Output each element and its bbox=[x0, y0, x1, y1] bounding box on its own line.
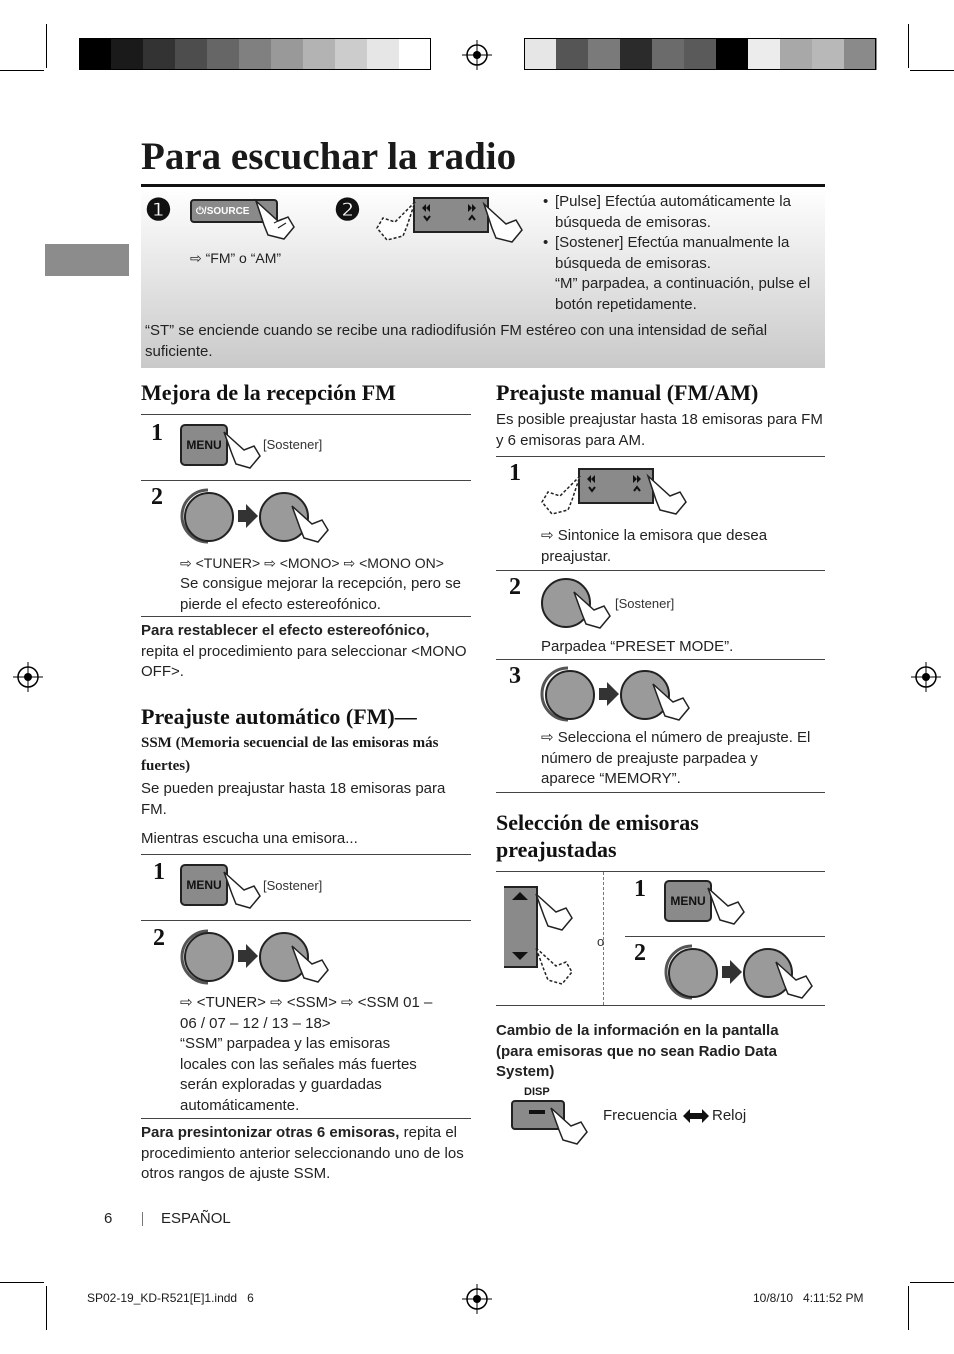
pressing-hand-icon bbox=[286, 940, 330, 986]
up-down-arrows-icon bbox=[508, 890, 532, 962]
side-tab bbox=[45, 244, 129, 276]
section-heading-auto-preset: Preajuste automático (FM)— bbox=[141, 704, 417, 729]
other-presets-note bbox=[141, 1123, 471, 1185]
crop-mark bbox=[908, 24, 909, 68]
divider bbox=[141, 854, 471, 855]
step-number: 1 bbox=[509, 460, 521, 486]
divider bbox=[496, 792, 825, 793]
pressing-hand-icon bbox=[476, 198, 524, 246]
or-label: o bbox=[597, 934, 605, 949]
source-result: ⇨ “FM” o “AM” bbox=[190, 250, 282, 266]
step-number: 2 bbox=[634, 940, 646, 966]
registration-mark-icon bbox=[462, 40, 492, 70]
pressing-hand-icon bbox=[218, 866, 262, 912]
section-heading-manual-preset: Preajuste manual (FM/AM) bbox=[496, 380, 759, 405]
step-number: 1 bbox=[634, 876, 646, 902]
dashed-hand-icon bbox=[375, 196, 423, 244]
divider bbox=[496, 871, 825, 872]
pressing-hand-icon bbox=[218, 426, 262, 472]
dashed-hand-icon bbox=[530, 942, 574, 986]
menu-button-label: MENU bbox=[670, 894, 706, 908]
step-number: 2 bbox=[153, 925, 165, 951]
control-dial bbox=[545, 670, 595, 720]
registration-mark-icon bbox=[13, 662, 43, 692]
calibration-frame bbox=[79, 38, 431, 70]
divider bbox=[496, 1005, 825, 1006]
registration-mark-icon bbox=[462, 1284, 492, 1314]
arrow-right-icon bbox=[722, 960, 742, 984]
section-heading-preset-select: Selección de emisoras preajustadas bbox=[496, 810, 699, 862]
hold-note: [Sostener] bbox=[263, 878, 323, 893]
file-info: SP02-19_KD-R521[E]1.indd 6 bbox=[87, 1291, 254, 1305]
step-description: ⇨ Sintonice la emisora que desea preajustar. bbox=[541, 527, 768, 565]
arrow-right-icon bbox=[238, 944, 258, 968]
footer-separator bbox=[142, 1212, 143, 1226]
control-dial bbox=[184, 492, 234, 542]
other-presets-text: repita el procedimiento anterior seleccionando uno de los otros rangos de ajuste SSM. bbox=[141, 1124, 464, 1182]
section-heading-fm-reception: Mejora de la recepción FM bbox=[141, 380, 396, 405]
crop-mark bbox=[908, 1286, 909, 1330]
menu-path: ⇨ <TUNER> ⇨ <SSM> ⇨ <SSM 01 – 06 / 07 – 12 / 13 – 18> bbox=[180, 994, 433, 1032]
intro-bullets: • [Pulse] Efectúa automáticamente la búsqueda de emisoras. • [Sostener] Efectúa manualmente la búsqueda de emisoras. “M” parpadea, a continuación, pulse el botón repetidamente. bbox=[543, 192, 823, 315]
registration-mark-icon bbox=[911, 662, 941, 692]
print-date: 10/8/10 4:11:52 PM bbox=[753, 1291, 864, 1305]
frequency-label: Frecuencia bbox=[603, 1107, 678, 1124]
divider bbox=[141, 480, 471, 481]
divider bbox=[141, 1118, 471, 1119]
step-number: 1 bbox=[153, 859, 165, 885]
restore-note-text: repita el procedimiento para seleccionar <MONO OFF>. bbox=[141, 642, 467, 680]
control-dial bbox=[668, 948, 718, 998]
crop-mark bbox=[0, 1282, 44, 1283]
divider bbox=[141, 616, 471, 617]
pressing-hand-icon bbox=[647, 678, 691, 724]
while-listening: Mientras escucha una emisora... bbox=[141, 830, 358, 847]
crop-mark bbox=[46, 24, 47, 68]
pressing-hand-icon bbox=[248, 195, 296, 243]
control-dial bbox=[184, 932, 234, 982]
page-title: Para escuchar la radio bbox=[141, 135, 517, 178]
other-presets-bold: Para presintonizar otras 6 emisoras, bbox=[141, 1124, 400, 1141]
divider bbox=[141, 920, 471, 921]
bullet-m-note: “M” parpadea, a continuación, pulse el botón repetidamente. bbox=[555, 275, 811, 313]
step-description: Se consigue mejorar la recepción, pero se pierde el efecto estereofónico. bbox=[180, 575, 461, 613]
divider bbox=[496, 570, 825, 571]
hold-note: [Sostener] bbox=[615, 596, 675, 611]
auto-preset-intro: Se pueden preajustar hasta 18 emisoras para FM. bbox=[141, 780, 446, 818]
ssm-subheading: SSM (Memoria secuencial de las emisoras más fuertes) bbox=[141, 735, 439, 774]
menu-button-label: MENU bbox=[186, 878, 222, 892]
step-number: 1 bbox=[151, 420, 163, 446]
menu-path: ⇨ <TUNER> ⇨ <MONO> ⇨ <MONO ON> bbox=[180, 555, 444, 571]
crop-mark bbox=[0, 70, 44, 71]
language-label: ESPAÑOL bbox=[161, 1210, 231, 1227]
step-description: “SSM” parpadea y las emisoras locales con las señales más fuertes serán exploradas y guardadas automáticamente. bbox=[180, 1035, 417, 1114]
divider bbox=[496, 456, 825, 457]
hold-note: [Sostener] bbox=[263, 437, 323, 452]
calibration-frame bbox=[524, 38, 876, 70]
step-description: Parpadea “PRESET MODE”. bbox=[541, 638, 734, 655]
crop-mark bbox=[46, 1286, 47, 1330]
step-number: 3 bbox=[509, 663, 521, 689]
st-note: “ST” se enciende cuando se recibe una radiodifusión FM estéreo con una intensidad de señal suficiente. bbox=[145, 322, 768, 360]
pressing-hand-icon bbox=[770, 956, 814, 1002]
dashed-hand-icon bbox=[540, 470, 588, 518]
manual-preset-intro: Es posible preajustar hasta 18 emisoras para FM y 6 emisoras para AM. bbox=[496, 411, 823, 449]
step-number: 2 bbox=[509, 574, 521, 600]
step-description: ⇨ Selecciona el número de preajuste. El número de preajuste parpadea y aparece “MEMORY”. bbox=[541, 729, 811, 787]
display-change-heading: Cambio de la información en la pantalla (para emisoras que no sean Radio Data System) bbox=[496, 1022, 779, 1080]
step-number: ❷ bbox=[334, 194, 361, 227]
divider bbox=[496, 659, 825, 660]
pressing-hand-icon bbox=[640, 470, 688, 518]
step-number: ❶ bbox=[145, 194, 172, 227]
seek-buttons-icon bbox=[416, 200, 484, 228]
bullet-pulse: [Pulse] Efectúa automáticamente la búsqueda de emisoras. bbox=[555, 193, 791, 231]
restore-note-bold: Para restablecer el efecto estereofónico, bbox=[141, 622, 430, 639]
disp-button-label: DISP bbox=[524, 1086, 550, 1098]
disp-button-bar bbox=[529, 1110, 545, 1114]
arrow-right-icon bbox=[238, 504, 258, 528]
menu-button-label: MENU bbox=[186, 438, 222, 452]
crop-mark bbox=[910, 1282, 954, 1283]
pressing-hand-icon bbox=[286, 500, 330, 546]
divider bbox=[141, 414, 471, 415]
step-number: 2 bbox=[151, 484, 163, 510]
double-arrow-icon bbox=[683, 1109, 709, 1123]
restore-note bbox=[141, 621, 471, 683]
pressing-hand-icon bbox=[530, 888, 574, 932]
pressing-hand-icon bbox=[545, 1102, 589, 1146]
pressing-hand-icon bbox=[568, 586, 612, 632]
clock-label: Reloj bbox=[712, 1107, 747, 1124]
pressing-hand-icon bbox=[702, 882, 746, 928]
page-number: 6 bbox=[104, 1210, 113, 1227]
arrow-right-icon bbox=[599, 682, 619, 706]
divider bbox=[625, 936, 825, 937]
bullet-hold: [Sostener] Efectúa manualmente la búsqueda de emisoras. bbox=[555, 234, 790, 272]
source-button-label: ⏻/SOURCE bbox=[196, 205, 250, 217]
crop-mark bbox=[910, 70, 954, 71]
seek-buttons-icon bbox=[581, 471, 649, 499]
